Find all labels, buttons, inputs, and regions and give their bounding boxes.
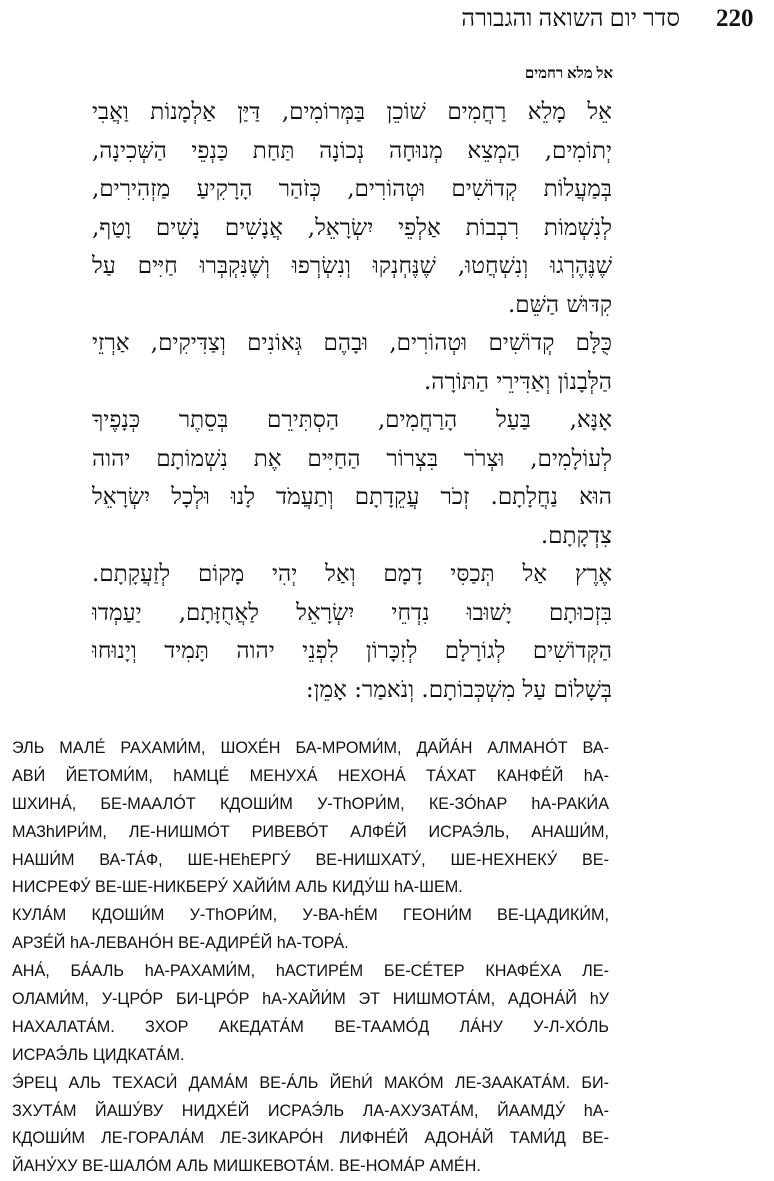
- transliteration-line: Э́РЕЦ АЛЬ ТЕХАСИ́ ДАМА́М ВЕ-А́ЛЬ ЙЕhИ́ МАКО́М ЛЕ-ЗААКАТА́М. БИ-: [12, 1073, 609, 1092]
- transliteration-line: НАШИ́М ВА-ТА́Ф, ШЕ-НЕhЕРГУ́ ВЕ-НИШХАТУ́, ШЕ-НЕХНЕКУ́ ВЕ-: [12, 850, 609, 869]
- hebrew-line: קִדּוּשׁ הַשֵּׁם.: [507, 291, 612, 318]
- running-title: סדר יום השואה והגבורה: [461, 6, 680, 32]
- hebrew-line: יְתוֹמִים, הַמְצֵא מְנוּחָה נְכוֹנָה תַּחַת כַּנְפֵי הַשְּׁכִינָה,: [92, 137, 612, 164]
- transliteration-line: ШХИНА́, БЕ-МААЛО́Т КДОШИ́М У-ТhОРИ́М, КЕ-ЗО́hАР hА-РАКИ́А: [12, 794, 609, 813]
- hebrew-line: הוּא נַחֲלָתָם. זְכֹר עֲקֵדָתָם וְתַעֲמֹד לָנוּ וּלְכָל יִשְׂרָאֵל: [92, 484, 612, 510]
- hebrew-line: צִדְקָתָם.: [540, 522, 612, 549]
- hebrew-line: בִּזְכוּתָם יָשׁוּבוּ נִדְחֵי יִשְׂרָאֵל לַאֲחֻזָּתָם, יַעַמְדוּ: [92, 599, 612, 626]
- transliteration-line: ОЛАМИ́М, У-ЦРО́Р БИ-ЦРО́Р hА-ХАЙИ́М ЭТ НИШМОТА́М, АДОНА́Й hУ: [12, 990, 609, 1009]
- hebrew-line: בְּשָׁלוֹם עַל מִשְׁכְּבוֹתָם. וְנֹאמַר: אָמֵן:: [305, 676, 612, 703]
- hebrew-line: אֵל מָלֵא רַחֲמִים שׁוֹכֵן בַּמְּרוֹמִים, דַּיַּן אַלְמָנוֹת וַאֲבִי: [92, 99, 612, 125]
- hebrew-line: הַלְּבָנוֹן וְאַדִּירֵי הַתּוֹרָה.: [423, 368, 612, 395]
- prayer-heading: אל מלא רחמים: [524, 66, 613, 82]
- transliteration-line: ЭЛЬ МАЛЕ́ РАХАМИ́М, ШОХЕ́Н БА-МРОМИ́М, ДАЙА́Н АЛМАНО́Т ВА-: [12, 739, 609, 757]
- transliteration-line: КДОШИ́М ЛЕ-ГОРАЛА́М ЛЕ-ЗИКАРО́Н ЛИФНЕ́Й АДОНА́Й ТАМИ́Д ВЕ-: [12, 1129, 609, 1148]
- hebrew-prayer-text: [92, 93, 612, 709]
- hebrew-line: לְעוֹלָמִים, וּצְרֹר בִּצְרוֹר הַחַיִּים אֶת נִשְׁמוֹתָם יהוה: [92, 445, 612, 472]
- transliteration-line: АНА́, БА́АЛЬ hА-РАХАМИ́М, hАСТИРЕ́М БЕ-СЕ́ТЕР КНАФЕ́ХА ЛЕ-: [12, 962, 609, 981]
- transliteration-line: МАЗhИРИ́М, ЛЕ-НИШМО́Т РИВЕВО́Т АЛФЕ́Й ИСРАЭ́ЛЬ, АНАШИ́М,: [12, 822, 609, 841]
- hebrew-line: הַקְּדוֹשִׁים לְגוֹרָלָם לְזִכָּרוֹן לִפְנֵי יהוה תָּמִיד וְיָנוּחוּ: [92, 638, 612, 664]
- russian-transliteration: [12, 735, 609, 1181]
- transliteration-line: НИСРЕФУ́ ВЕ-ШЕ-НИКБЕРУ́ ХАЙИ́М АЛЬ КИДУ́Ш hА-ШЕМ.: [12, 878, 463, 897]
- transliteration-line: ЙАНУ́ХУ ВЕ-ШАЛО́М АЛЬ МИШКЕВОТА́М. ВЕ-НОМА́Р АМЕ́Н.: [12, 1157, 481, 1176]
- hebrew-line: לְנִשְׁמוֹת רִבְבוֹת אַלְפֵי יִשְׂרָאֵל, אֲנָשִׁים נָשִׁים וָטַף,: [92, 214, 612, 241]
- hebrew-line: כֻּלָּם קְדוֹשִׁים וּטְהוֹרִים, וּבָהֶם גְּאוֹנִים וְצַדִּיקִים, אַרְזֵי: [92, 330, 612, 356]
- hebrew-line: שֶׁנֶּהֶרְגוּ וְנִשְׁחֲטוּ, שֶׁנֶּחְנְקוּ וְנִשְׂרְפוּ וְשֶׁנִּקְבְּרוּ חַיִּים עַל: [92, 253, 612, 279]
- transliteration-line: ИСРАЭ́ЛЬ ЦИДКАТА́М.: [12, 1045, 185, 1064]
- hebrew-line: אֶרֶץ אַל תְּכַסִּי דָמָם וְאַל יְהִי מָקוֹם לְזַעֲקָתָם.: [92, 561, 612, 587]
- hebrew-line: אָנָּא, בַּעַל הָרַחֲמִים, הַסְתִּירֵם בְּסֵתֶר כְּנָפֶיךָ: [92, 407, 612, 433]
- transliteration-line: АВИ́ ЙЕТОМИ́М, hАМЦЕ́ МЕНУХА́ НЕХОНА́ ТА́ХАТ КАНФЕ́Й hА-: [12, 766, 609, 785]
- transliteration-line: АРЗЕ́Й hА-ЛЕВАНО́Н ВЕ-АДИРЕ́Й hА-ТОРА́.: [12, 934, 349, 953]
- running-header: [0, 0, 774, 40]
- hebrew-line: בְּמַעֲלוֹת קְדוֹשִׁים וּטְהוֹרִים, כְּזֹהַר הָרָקִיעַ מַזְהִירִים,: [92, 176, 612, 202]
- transliteration-line: КУЛА́М КДОШИ́М У-ТhОРИ́М, У-ВА-hЕ́М ГЕОНИ́М ВЕ-ЦАДИКИ́М,: [12, 906, 609, 925]
- page-number: 220: [716, 5, 754, 32]
- transliteration-line: НАХАЛАТА́М. ЗХОР АКЕДАТА́М ВЕ-ТААМО́Д ЛА́НУ У-Л-ХО́ЛЬ: [12, 1017, 609, 1036]
- transliteration-line: ЗХУТА́М ЙАШУ́ВУ НИДХЕ́Й ИСРАЭ́ЛЬ ЛА-АХУЗАТА́М, ЙААМДУ́ hА-: [12, 1101, 609, 1120]
